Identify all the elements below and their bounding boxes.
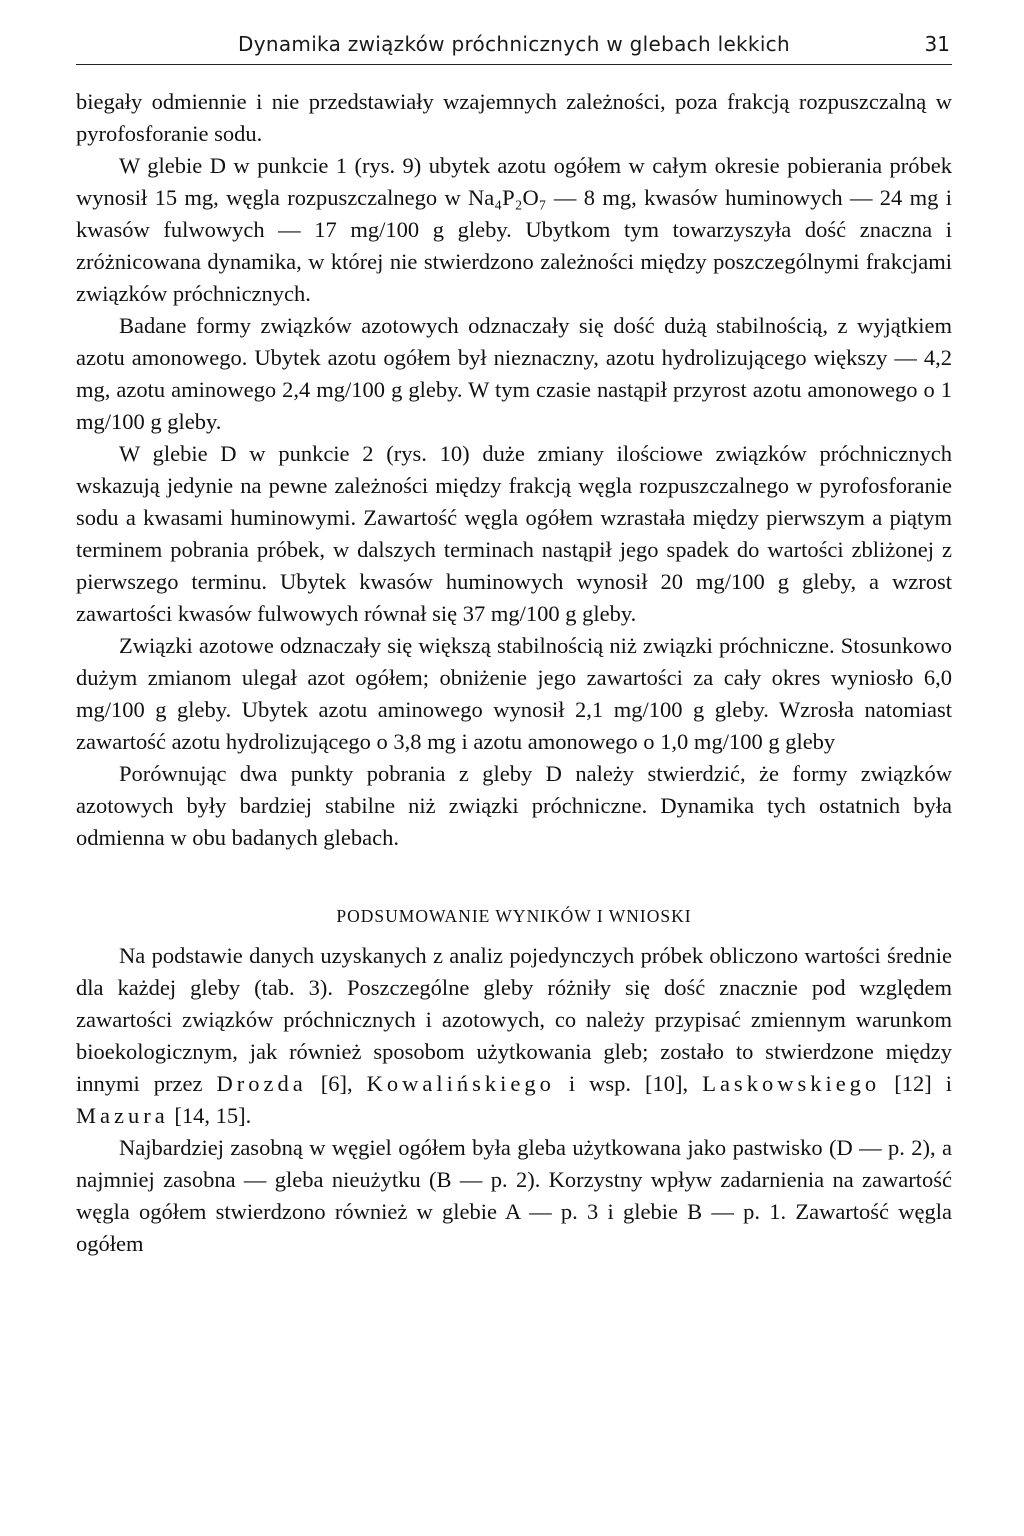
page-number: 31 <box>924 32 950 56</box>
summary-paragraph: Najbardziej zasobną w węgiel ogółem była gleba użytkowana jako pastwisko (D — p. 2), a najmniej zasobna — gleba nieużytku (B — p. 2). Korzystny wpływ zadarnienia na zawartość węgla ogółem stwierdzono również w glebie A — p. 3 i glebie B — p. 1. Zawartość węgla ogółem <box>76 1135 952 1256</box>
page-header <box>76 30 952 65</box>
summary-text: [14, 15]. <box>168 1103 252 1128</box>
paragraph: Badane formy związków azotowych odznaczały się dość dużą stabilnością, z wyjątkiem azotu amonowego. Ubytek azotu ogółem był nieznaczny, azotu hydrolizującego większy — 4,2 mg, azotu aminowego 2,4 mg/100 g gleby. W tym czasie nastąpił przyrost azotu amonowego o 1 mg/100 g gleby. <box>76 313 952 434</box>
author-citation: Drozda <box>216 1071 307 1096</box>
author-citation: Laskowskiego <box>702 1071 881 1096</box>
paragraph: W glebie D w punkcie 1 (rys. 9) ubytek azotu ogółem w całym okresie pobierania próbek wynosił 15 mg, węgla rozpuszczalnego w Na₄P₂O₇ — 8 mg, kwasów huminowych — 24 mg i kwasów fulwowych — 17 mg/100 g gleby. Ubytkom tym towarzyszyła dość znaczna i zróżnicowana dynamika, w której nie stwierdzono zależności między poszczególnymi frakcjami związków próchnicznych. <box>76 153 952 306</box>
paragraph: biegały odmiennie i nie przedstawiały wzajemnych zależności, poza frakcją rozpuszczalną w pyrofosforanie sodu. <box>76 89 952 146</box>
paragraph: W glebie D w punkcie 2 (rys. 10) duże zmiany ilościowe związków próchnicznych wskazują jedynie na pewne zależności między frakcją węgla rozpuszczalnego w pyrofosforanie sodu a kwasami huminowymi. Zawartość węgla ogółem wzrastała między pierwszym a piątym terminem pobrania próbek, w dalszych terminach nastąpił jego spadek do wartości zbliżonej z pierwszego terminu. Ubytek kwasów huminowych wynosił 20 mg/100 g gleby, a wzrost zawartości kwasów fulwowych równał się 37 mg/100 g gleby. <box>76 441 952 626</box>
author-citation: Kowalińskiego <box>366 1071 555 1096</box>
author-citation: Mazura <box>76 1103 169 1128</box>
summary-paragraph <box>76 940 952 1132</box>
paragraph: Związki azotowe odznaczały się większą stabilnością niż związki próchniczne. Stosunkowo dużym zmianom ulegał azot ogółem; obniżenie jego zawartości za cały okres wyniosło 6,0 mg/100 g gleby. Ubytek azotu aminowego wynosił 2,1 mg/100 g gleby. Wzrosła natomiast zawartość azotu hydrolizującego o 3,8 mg i azotu amonowego o 1,0 mg/100 g gleby <box>76 633 952 754</box>
running-title: Dynamika związków próchnicznych w glebach lekkich <box>238 32 790 56</box>
summary-text: i wsp. [10], <box>554 1071 703 1096</box>
summary-text: Na podstawie danych uzyskanych z analiz pojedynczych próbek obliczono wartości średnie dla każdej gleby (tab. 3). Poszczególne gleby różniły się dość znacznie pod względem zawartości związków próchnicznych i azotowych, co należy przypisać zmiennym warunkom bioekologicznym, jak również sposobom użytkowania gleb; zostało to stwierdzone między innymi przez <box>76 943 952 1096</box>
summary-text: [6], <box>306 1071 367 1096</box>
summary-text: [12] i <box>880 1071 952 1096</box>
body-text <box>76 86 952 1260</box>
section-heading: PODSUMOWANIE WYNIKÓW I WNIOSKI <box>336 906 692 926</box>
paragraph: Porównując dwa punkty pobrania z gleby D należy stwierdzić, że formy związków azotowych były bardziej stabilne niż związki próchniczne. Dynamika tych ostatnich była odmienna w obu badanych glebach. <box>76 761 952 850</box>
